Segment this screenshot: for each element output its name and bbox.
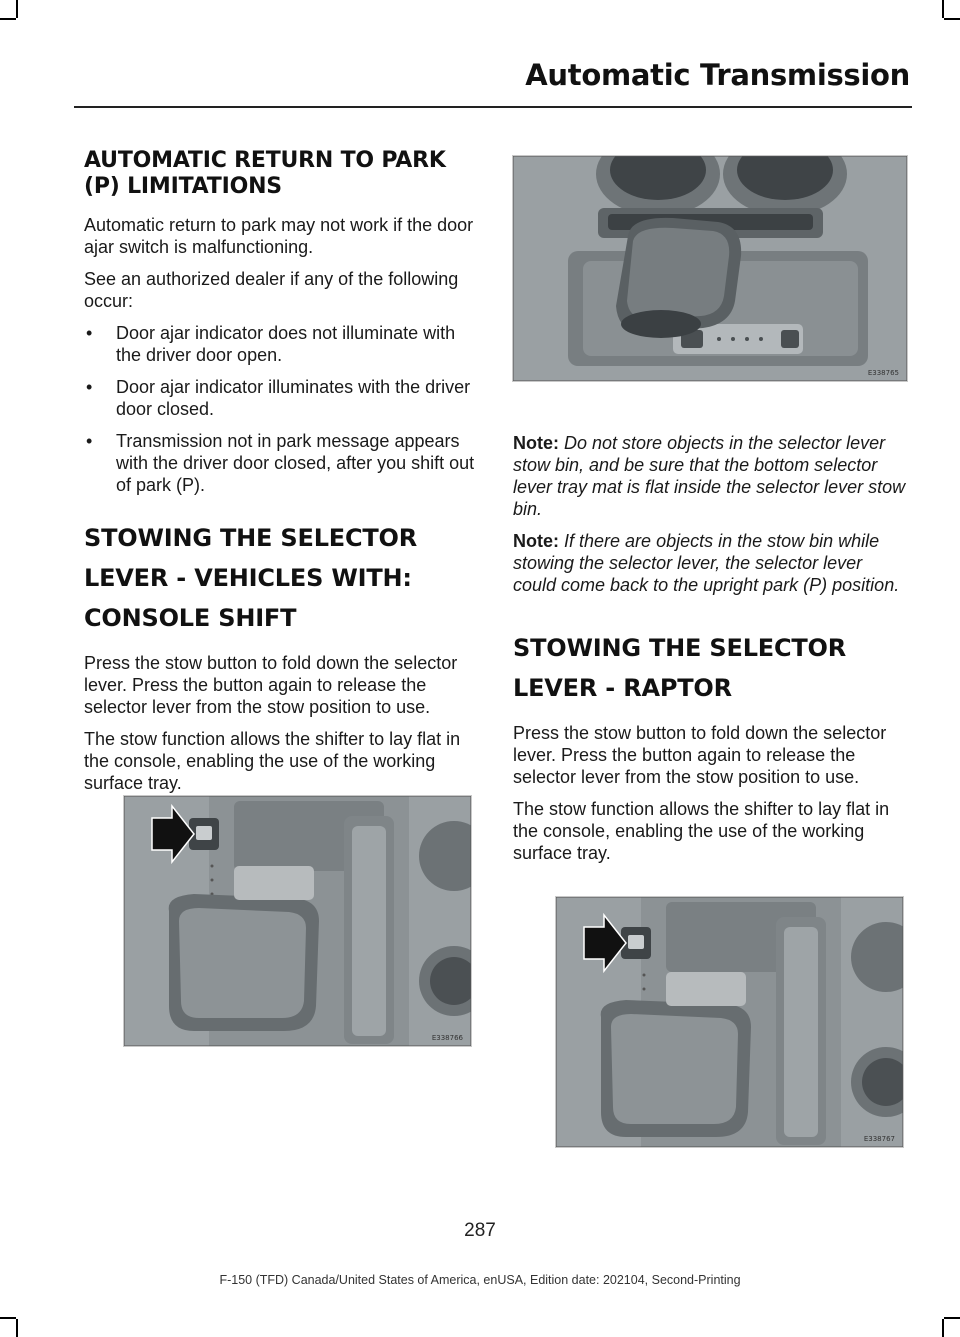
crop-mark (16, 1319, 18, 1337)
paragraph: See an authorized dealer if any of the following occur: (84, 269, 459, 311)
crop-mark (0, 18, 16, 20)
crop-mark (0, 1317, 16, 1319)
crop-mark (942, 0, 944, 18)
note-label: Note: (513, 531, 559, 551)
edition-info: F-150 (TFD) Canada/United States of America, enUSA, Edition date: 202104, Second-Printing (219, 1273, 741, 1287)
header-rule (74, 106, 912, 108)
paragraph: Press the stow button to fold down the selector lever. Press the button again to release the selector lever from the stow position to use. (84, 653, 458, 717)
paragraph: Automatic return to park may not work if the door ajar switch is malfunctioning. (84, 215, 474, 257)
crop-mark (16, 0, 18, 18)
paragraph: The stow function allows the shifter to lay flat in the console, enabling the use of the working surface tray. (513, 799, 890, 863)
paragraph: The stow function allows the shifter to lay flat in the console, enabling the use of the working surface tray. (84, 729, 461, 793)
section-heading-auto-park: AUTOMATIC RETURN TO PARK (P) LIMITATIONS (84, 148, 446, 199)
list-item: • Door ajar indicator illuminates with the driver door closed. (84, 376, 484, 420)
note-text: If there are objects in the stow bin while stowing the selector lever, the selector lever could come back to the upright park (P) position. (513, 531, 900, 595)
bullet-list (84, 322, 484, 496)
section-heading-stowing-raptor: STOWING THE SELECTOR LEVER - RAPTOR (513, 634, 847, 702)
crop-mark (944, 1317, 960, 1319)
raptor-stow-button-illustration (555, 896, 904, 1148)
note-paragraph (513, 530, 909, 596)
list-item: • Door ajar indicator does not illuminate with the driver door open. (84, 322, 484, 366)
left-column (84, 148, 484, 804)
image-code: E338767 (863, 1135, 895, 1143)
right-column (513, 432, 909, 874)
image-code: E338765 (867, 369, 899, 377)
image-code: E338766 (431, 1034, 463, 1042)
shifter-console-illustration (512, 155, 908, 382)
note-paragraph (513, 432, 909, 520)
crop-mark (944, 18, 960, 20)
crop-mark (942, 1319, 944, 1337)
section-heading-stowing-console: STOWING THE SELECTOR LEVER - VEHICLES WITH: CONSOLE SHIFT (84, 524, 418, 632)
paragraph: Press the stow button to fold down the selector lever. Press the button again to release the selector lever from the stow position to use. (513, 723, 887, 787)
list-item: • Transmission not in park message appears with the driver door closed, after you shift out of park (P). (84, 430, 484, 496)
page-number: 287 (464, 1220, 496, 1241)
stow-button-illustration (123, 795, 472, 1047)
note-label: Note: (513, 433, 559, 453)
page-title: Automatic Transmission (525, 58, 910, 92)
note-text: Do not store objects in the selector lever stow bin, and be sure that the bottom selector lever tray mat is flat inside the selector lever stow bin. (513, 433, 906, 519)
